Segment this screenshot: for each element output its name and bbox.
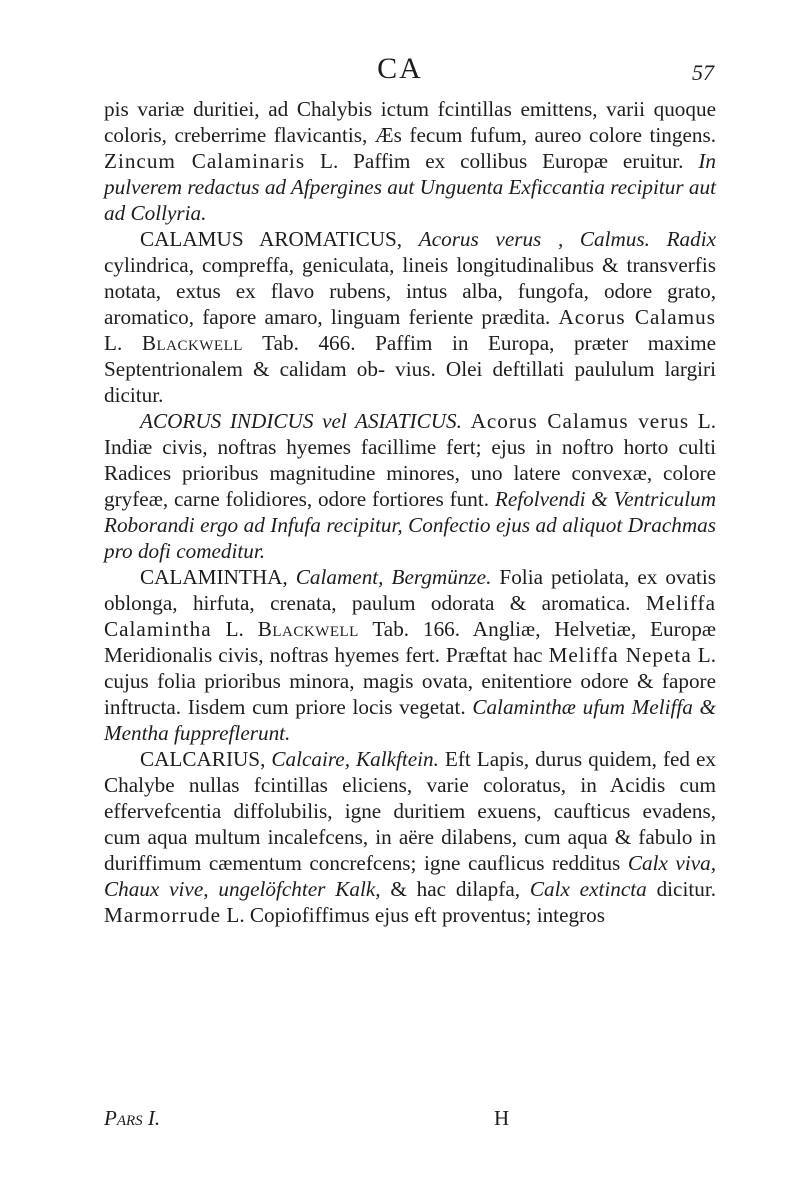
text-run: Tab. 466. Paffim in Europa, præter maxime Septentrionalem & calidam ob- vius. Olei deftillati paululum largiri dicitur. xyxy=(104,331,716,407)
text-run: L. Paffim ex collibus Europæ eruitur. xyxy=(305,149,699,173)
text-run: Meliffa Nepeta xyxy=(548,643,692,667)
text-run: Acorus Calamus xyxy=(558,305,716,329)
text-run: Calament, Bergmünze. xyxy=(295,565,492,589)
text-run: Acorus verus , Calmus. Radix xyxy=(418,227,716,251)
text-run: pis variæ duritiei, ad Chalybis ictum fcintillas emittens, varii quoque coloris, creberrime flavicantis, Æs fecum fufum, aureo colore tingens. xyxy=(104,97,716,147)
text-run: Acorus Calamus verus xyxy=(470,409,690,433)
signature-mark: Pars I. xyxy=(104,1106,161,1130)
text-run: In pulverem redactus ad Afpergines aut Unguenta Exficcantia recipitur aut ad Collyria. xyxy=(104,149,717,225)
text-run: Folia petiolata, ex ovatis oblonga, hirfuta, crenata, paulum odorata & aromatica. xyxy=(104,565,717,615)
text-run: L. cujus folia prioribus minora, magis ovata, enitentiore odore & fapore inftructa. Iisdem cum priore locis vegetat. xyxy=(104,643,716,719)
paragraph xyxy=(104,408,716,564)
gathering-mark: H xyxy=(494,1106,510,1130)
text-run: dicitur. xyxy=(646,877,717,901)
text-run: & hac dilapfa, xyxy=(380,877,530,901)
text-run: Meliffa Calamintha xyxy=(104,591,716,641)
text-run: Zincum Calaminaris xyxy=(104,149,306,173)
text-run: Calx extincta xyxy=(529,877,647,901)
paragraph xyxy=(104,746,716,928)
text-run: L. Copiofiffimus ejus eft proventus; integros xyxy=(221,903,605,927)
text-run: ACORUS INDICUS vel ASIATICUS. xyxy=(140,409,471,433)
paragraph xyxy=(104,96,716,226)
text-run: L. xyxy=(211,617,258,641)
text-run: Marmorrude xyxy=(104,903,222,927)
text-run: cylindrica, compreffa, geniculata, lineis longitudinalibus & transverfis notata, extus ex flavo rubens, intus alba, fungofa, odore grato, aromatico, fapore amaro, linguam feriente prædita. xyxy=(104,253,716,329)
paragraph xyxy=(104,226,716,408)
text-run: L. xyxy=(104,331,142,355)
text-run: Calx viva, Chaux vive, ungelöfchter Kalk, xyxy=(104,851,716,901)
text-run: CALAMINTHA, xyxy=(140,565,296,589)
text-run: Calaminthæ ufum Meliffa & Mentha fuppreflerunt. xyxy=(104,695,716,745)
text-run: Tab. 166. Angliæ, Helvetiæ, Europæ Meridionalis civis, noftras hyemes fert. Præftat hac xyxy=(104,617,716,667)
text-run: Blackwell xyxy=(141,331,243,355)
text-run: CALCARIUS, xyxy=(140,747,272,771)
body-text xyxy=(104,96,716,928)
text-run: Blackwell xyxy=(257,617,359,641)
running-head: CA xyxy=(377,52,423,85)
text-run: CALAMUS AROMATICUS, xyxy=(140,227,419,251)
text-run: Refolvendi & Ventriculum Roborandi ergo ad Infufa recipitur, Confectio ejus ad aliquot Drachmas pro dofi comeditur. xyxy=(104,487,717,563)
paragraph xyxy=(104,564,716,746)
page-number: 57 xyxy=(692,60,714,85)
text-run: L. Indiæ civis, noftras hyemes facillime fert; ejus in noftro horto culti Radices prioribus magnitudine minores, uno latere convexæ, colore gryfeæ, carne folidiores, odore fortiores funt. xyxy=(104,409,716,511)
text-run: Eft Lapis, durus quidem, fed ex Chalybe nullas fcintillas eliciens, varie coloratus, in Acidis cum effervefcentia diffolubilis, igne duritiem exuens, caufticus evadens, cum aqua multum incalefcens, in aëre dilabens, cum aqua & fabulo in duriffimum cæmentum concrefcens; igne cauflicus redditus xyxy=(104,747,716,875)
text-run: Calcaire, Kalkftein. xyxy=(271,747,439,771)
